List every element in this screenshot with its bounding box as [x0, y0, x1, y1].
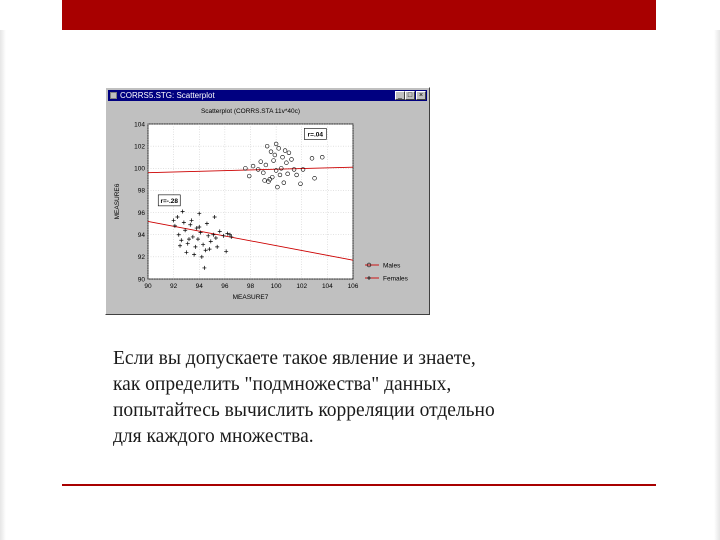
y-tick-label: 98 — [137, 187, 145, 195]
x-tick-label: 98 — [246, 283, 255, 290]
correlation-label: r=.04 — [307, 131, 323, 139]
y-tick-label: 100 — [134, 165, 145, 173]
x-axis-label: MEASURE7 — [232, 294, 269, 301]
x-tick-label: 92 — [170, 283, 178, 290]
close-button[interactable]: × — [416, 91, 426, 100]
y-tick-label: 96 — [137, 209, 145, 217]
legend-marker-females — [367, 276, 371, 280]
y-tick-label: 92 — [137, 254, 145, 262]
top-accent-band — [62, 0, 656, 30]
x-tick-label: 94 — [195, 283, 203, 290]
left-edge-shadow — [0, 30, 6, 540]
chart-title: Scatterplot (CORRS.STA 11v*40c) — [200, 108, 301, 115]
y-tick-label: 102 — [134, 143, 145, 151]
caption-line: попытайтесь вычислить корреляции отдельно — [113, 400, 495, 421]
scatterplot-chart — [108, 103, 427, 312]
legend-label-females: Females — [383, 275, 408, 283]
slide-caption — [113, 346, 633, 450]
app-icon[interactable] — [110, 92, 117, 99]
window-titlebar[interactable] — [108, 90, 427, 101]
x-tick-label: 102 — [296, 283, 308, 290]
x-tick-label: 96 — [221, 283, 229, 290]
x-tick-label: 90 — [144, 283, 152, 290]
caption-line: Если вы допускаете такое явление и знаете, — [113, 348, 476, 369]
scatterplot-window — [105, 87, 430, 315]
right-edge-shadow — [714, 30, 720, 540]
y-tick-label: 104 — [134, 121, 145, 129]
bottom-accent-rule — [62, 484, 656, 486]
maximize-button[interactable]: □ — [405, 91, 415, 100]
x-tick-label: 106 — [347, 283, 359, 290]
x-tick-label: 100 — [270, 283, 282, 290]
y-tick-label: 94 — [137, 232, 145, 240]
x-tick-label: 104 — [321, 283, 333, 290]
caption-line: как определить "подмножества" данных, — [113, 374, 452, 395]
minimize-button[interactable]: _ — [395, 91, 405, 100]
legend-label-males: Males — [383, 262, 401, 270]
y-tick-label: 90 — [137, 276, 145, 284]
y-axis-label: MEASURE6 — [114, 183, 121, 220]
caption-line: для каждого множества. — [113, 426, 314, 447]
correlation-label: r=-.28 — [160, 197, 179, 205]
window-title: CORRS5.STG: Scatterplot — [120, 91, 215, 100]
plot-area — [108, 103, 427, 312]
